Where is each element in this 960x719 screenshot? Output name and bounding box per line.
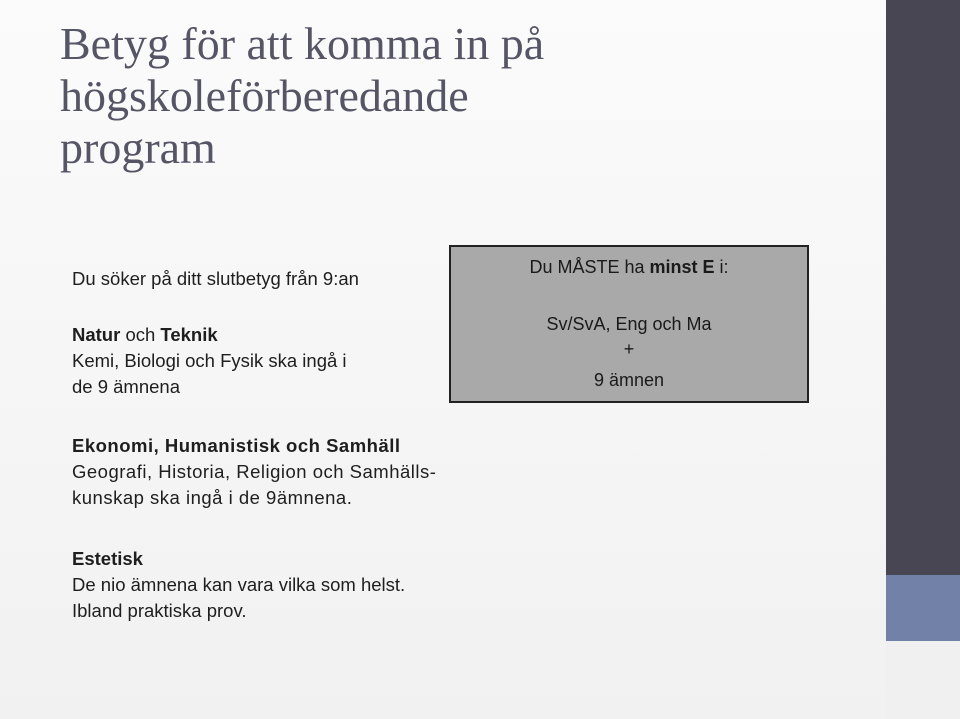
och-connector: och [120,324,161,345]
requirement-line-3: 9 ämnen [593,370,665,390]
estetisk-block [72,546,405,624]
estetisk-line-1: De nio ämnena kan vara vilka som helst. [72,574,406,595]
requirement-prefix: Du MÅSTE ha [529,257,650,277]
ekonomi-line-1: Geografi, Historia, Religion och Samhälls- [72,461,437,482]
sidebar-dark-band [886,0,960,575]
natur-teknik-line-1: Kemi, Biologi och Fysik ska ingå i [72,350,347,371]
natur-teknik-line-2: de 9 ämnena [72,376,181,397]
requirement-plus: + [623,339,635,359]
ekonomi-heading: Ekonomi, Humanistisk och Samhäll [72,435,401,456]
slide-title [60,18,860,174]
estetisk-heading: Estetisk [72,548,143,569]
requirement-suffix: i: [714,257,729,277]
title-line-2: högskoleförberedande [60,70,469,121]
ekonomi-line-2: kunskap ska ingå i de 9ämnena. [72,487,353,508]
intro-text: Du söker på ditt slutbetyg från 9:an [72,268,359,289]
title-line-3: program [60,122,216,173]
natur-teknik-block [72,322,347,400]
requirement-line-1: Sv/SvA, Eng och Ma [546,314,712,334]
title-line-1: Betyg för att komma in på [60,18,545,69]
requirement-emphasis: minst E [649,257,715,277]
intro-text-block [72,266,359,292]
teknik-label: Teknik [160,324,218,345]
natur-teknik-heading [72,322,347,348]
requirement-box [449,245,809,403]
requirement-heading [451,254,807,280]
natur-label: Natur [72,324,121,345]
ekonomi-block [72,433,436,511]
sidebar-accent-band [886,575,960,641]
estetisk-line-2: Ibland praktiska prov. [72,600,247,621]
